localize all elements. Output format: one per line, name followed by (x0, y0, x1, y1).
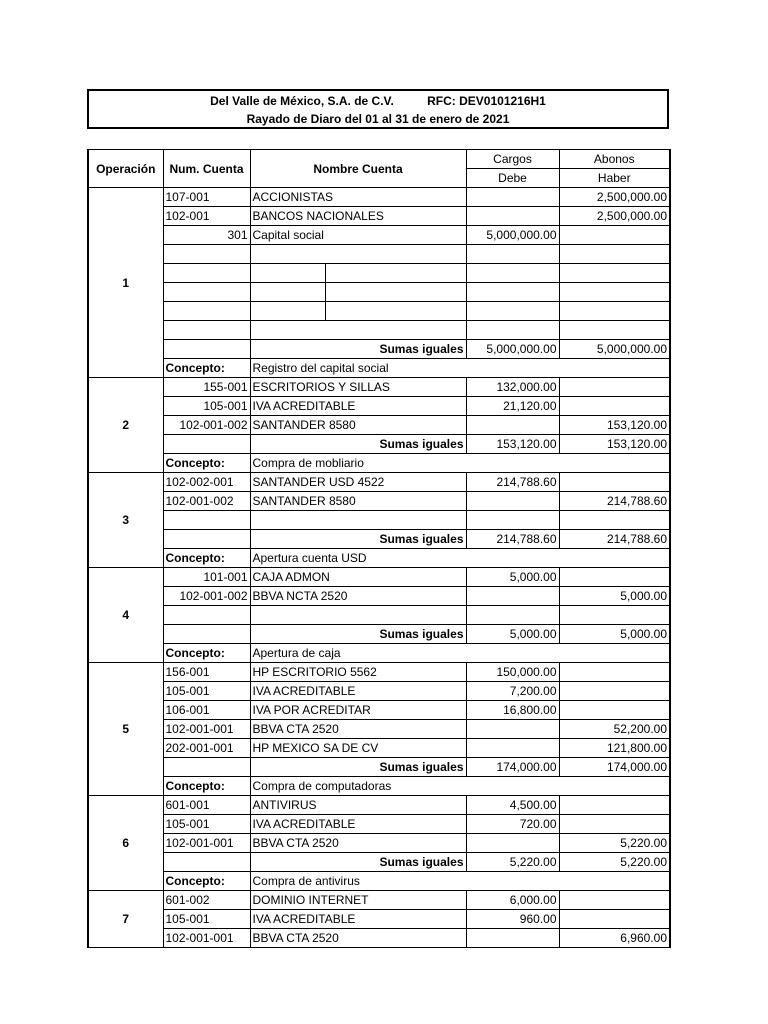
account-name: HP ESCRITORIO 5562 (250, 663, 466, 682)
blank-cell (325, 302, 466, 321)
sum-haber: 174,000.00 (559, 758, 670, 777)
sums-row (88, 625, 670, 644)
account-number: 106-001 (163, 701, 250, 720)
account-number: 155-001 (163, 378, 250, 397)
entry-row (88, 796, 670, 815)
account-name: ACCIONISTAS (250, 188, 466, 207)
account-number: 301 (163, 226, 250, 245)
sum-debe: 5,000,000.00 (466, 340, 559, 359)
col-nombre-cuenta: Nombre Cuenta (250, 150, 466, 188)
concepto-label: Concepto: (163, 359, 250, 378)
account-number: 156-001 (163, 663, 250, 682)
account-name: SANTANDER 8580 (250, 492, 466, 511)
haber-amount (559, 682, 670, 701)
blank-cell (163, 302, 250, 321)
concepto-text: Compra de mobliario (250, 454, 670, 473)
concepto-text: Apertura cuenta USD (250, 549, 670, 568)
entry-row (88, 207, 670, 226)
journal-body (88, 188, 670, 948)
concepto-row (88, 777, 670, 796)
blank-cell (466, 245, 559, 264)
debe-amount (466, 207, 559, 226)
blank-row (88, 511, 670, 530)
account-name: ANTIVIRUS (250, 796, 466, 815)
entry-row (88, 910, 670, 929)
blank-cell (250, 511, 466, 530)
document-header (87, 89, 669, 129)
account-name: SANTANDER USD 4522 (250, 473, 466, 492)
blank-cell (250, 245, 466, 264)
col-haber: Haber (559, 169, 670, 188)
blank-row (88, 264, 670, 283)
sums-label: Sumas iguales (250, 530, 466, 549)
account-name: IVA ACREDITABLE (250, 910, 466, 929)
account-number: 107-001 (163, 188, 250, 207)
debe-amount: 150,000.00 (466, 663, 559, 682)
account-number: 202-001-001 (163, 739, 250, 758)
operation-number: 1 (88, 188, 163, 378)
debe-amount (466, 188, 559, 207)
sum-debe: 174,000.00 (466, 758, 559, 777)
haber-amount (559, 910, 670, 929)
blank-cell (466, 283, 559, 302)
entry-row (88, 568, 670, 587)
blank-cell (163, 264, 250, 283)
account-number: 102-001-001 (163, 929, 250, 948)
haber-amount: 121,800.00 (559, 739, 670, 758)
debe-amount (466, 720, 559, 739)
account-name: BBVA CTA 2520 (250, 720, 466, 739)
account-name: IVA POR ACREDITAR (250, 701, 466, 720)
haber-amount: 5,000.00 (559, 587, 670, 606)
sums-label: Sumas iguales (250, 758, 466, 777)
account-number: 102-001-002 (163, 587, 250, 606)
blank-cell (163, 340, 250, 359)
haber-amount (559, 378, 670, 397)
account-name: DOMINIO INTERNET (250, 891, 466, 910)
blank-row (88, 283, 670, 302)
sums-row (88, 530, 670, 549)
entry-row (88, 378, 670, 397)
concepto-row (88, 644, 670, 663)
blank-cell (559, 321, 670, 340)
blank-cell (466, 264, 559, 283)
col-num-cuenta: Num. Cuenta (163, 150, 250, 188)
haber-amount: 52,200.00 (559, 720, 670, 739)
sums-row (88, 340, 670, 359)
account-name: BANCOS NACIONALES (250, 207, 466, 226)
blank-row (88, 302, 670, 321)
haber-amount (559, 568, 670, 587)
entry-row (88, 815, 670, 834)
account-name: Capital social (250, 226, 466, 245)
haber-amount: 2,500,000.00 (559, 188, 670, 207)
entry-row (88, 587, 670, 606)
haber-amount (559, 701, 670, 720)
col-operacion: Operación (88, 150, 163, 188)
blank-cell (325, 264, 466, 283)
header-row-1 (88, 150, 670, 169)
concepto-label: Concepto: (163, 454, 250, 473)
sums-label: Sumas iguales (250, 340, 466, 359)
debe-amount: 6,000.00 (466, 891, 559, 910)
sum-debe: 214,788.60 (466, 530, 559, 549)
concepto-text: Registro del capital social (250, 359, 670, 378)
haber-amount: 214,788.60 (559, 492, 670, 511)
concepto-text: Compra de computadoras (250, 777, 670, 796)
sums-label: Sumas iguales (250, 435, 466, 454)
account-name: CAJA ADMON (250, 568, 466, 587)
account-number: 105-001 (163, 910, 250, 929)
blank-cell (466, 302, 559, 321)
journal-title: Rayado de Diaro del 01 al 31 de enero de 2021 (246, 112, 510, 126)
entry-row (88, 891, 670, 910)
blank-cell (250, 283, 325, 302)
blank-cell (163, 758, 250, 777)
entry-row (88, 226, 670, 245)
concepto-label: Concepto: (163, 777, 250, 796)
entry-row (88, 473, 670, 492)
journal-table (87, 149, 671, 948)
account-name: ESCRITORIOS Y SILLAS (250, 378, 466, 397)
entry-row (88, 720, 670, 739)
blank-cell (163, 435, 250, 454)
sum-haber: 5,000.00 (559, 625, 670, 644)
sums-row (88, 758, 670, 777)
blank-cell (250, 264, 325, 283)
debe-amount (466, 834, 559, 853)
sum-debe: 153,120.00 (466, 435, 559, 454)
blank-cell (559, 283, 670, 302)
account-number: 102-001-001 (163, 834, 250, 853)
blank-cell (250, 606, 466, 625)
debe-amount: 5,000.00 (466, 568, 559, 587)
account-name: BBVA NCTA 2520 (250, 587, 466, 606)
blank-cell (163, 321, 250, 340)
sum-haber: 5,000,000.00 (559, 340, 670, 359)
sum-haber: 214,788.60 (559, 530, 670, 549)
blank-cell (163, 245, 250, 264)
concepto-label: Concepto: (163, 549, 250, 568)
debe-amount (466, 416, 559, 435)
sums-label: Sumas iguales (250, 853, 466, 872)
entry-row (88, 188, 670, 207)
account-number: 102-001-001 (163, 720, 250, 739)
blank-cell (163, 530, 250, 549)
blank-cell (250, 321, 466, 340)
account-number: 102-001-002 (163, 416, 250, 435)
debe-amount (466, 739, 559, 758)
blank-cell (163, 511, 250, 530)
debe-amount (466, 929, 559, 948)
haber-amount (559, 891, 670, 910)
entry-row (88, 739, 670, 758)
blank-cell (559, 264, 670, 283)
blank-cell (559, 302, 670, 321)
entry-row (88, 834, 670, 853)
blank-cell (163, 853, 250, 872)
concepto-row (88, 359, 670, 378)
operation-number: 4 (88, 568, 163, 663)
account-name: IVA ACREDITABLE (250, 397, 466, 416)
debe-amount: 21,120.00 (466, 397, 559, 416)
concepto-text: Compra de antivirus (250, 872, 670, 891)
concepto-row (88, 454, 670, 473)
haber-amount (559, 473, 670, 492)
account-number: 102-002-001 (163, 473, 250, 492)
concepto-text: Apertura de caja (250, 644, 670, 663)
account-name: HP MEXICO SA DE CV (250, 739, 466, 758)
debe-amount (466, 587, 559, 606)
sum-haber: 5,220.00 (559, 853, 670, 872)
account-name: BBVA CTA 2520 (250, 929, 466, 948)
haber-amount: 153,120.00 (559, 416, 670, 435)
account-name: IVA ACREDITABLE (250, 815, 466, 834)
concepto-row (88, 872, 670, 891)
account-number: 105-001 (163, 682, 250, 701)
concepto-label: Concepto: (163, 872, 250, 891)
account-number: 101-001 (163, 568, 250, 587)
haber-amount: 6,960.00 (559, 929, 670, 948)
header-line-1 (89, 92, 667, 111)
col-cargos: Cargos (466, 150, 559, 169)
sums-row (88, 853, 670, 872)
operation-number: 5 (88, 663, 163, 796)
debe-amount: 7,200.00 (466, 682, 559, 701)
operation-number: 3 (88, 473, 163, 568)
blank-cell (163, 283, 250, 302)
haber-amount (559, 397, 670, 416)
blank-cell (559, 606, 670, 625)
haber-amount (559, 796, 670, 815)
blank-cell (325, 283, 466, 302)
operation-number: 2 (88, 378, 163, 473)
operation-number: 6 (88, 796, 163, 891)
blank-cell (163, 625, 250, 644)
account-number: 102-001-002 (163, 492, 250, 511)
debe-amount: 132,000.00 (466, 378, 559, 397)
entry-row (88, 929, 670, 948)
entry-row (88, 682, 670, 701)
concepto-label: Concepto: (163, 644, 250, 663)
sum-haber: 153,120.00 (559, 435, 670, 454)
company-name: Del Valle de México, S.A. de C.V. (210, 94, 394, 108)
haber-amount: 2,500,000.00 (559, 207, 670, 226)
debe-amount: 16,800.00 (466, 701, 559, 720)
blank-cell (466, 321, 559, 340)
entry-row (88, 701, 670, 720)
sums-row (88, 435, 670, 454)
haber-amount (559, 663, 670, 682)
operation-number: 7 (88, 891, 163, 948)
debe-amount: 5,000,000.00 (466, 226, 559, 245)
blank-cell (559, 245, 670, 264)
blank-cell (466, 606, 559, 625)
haber-amount: 5,220.00 (559, 834, 670, 853)
sums-label: Sumas iguales (250, 625, 466, 644)
account-number: 105-001 (163, 815, 250, 834)
account-name: IVA ACREDITABLE (250, 682, 466, 701)
account-name: SANTANDER 8580 (250, 416, 466, 435)
blank-cell (250, 302, 325, 321)
entry-row (88, 663, 670, 682)
entry-row (88, 416, 670, 435)
concepto-row (88, 549, 670, 568)
entry-row (88, 492, 670, 511)
debe-amount: 720.00 (466, 815, 559, 834)
account-number: 105-001 (163, 397, 250, 416)
account-number: 601-002 (163, 891, 250, 910)
blank-row (88, 321, 670, 340)
blank-cell (163, 606, 250, 625)
account-number: 601-001 (163, 796, 250, 815)
account-number: 102-001 (163, 207, 250, 226)
debe-amount: 960.00 (466, 910, 559, 929)
account-name: BBVA CTA 2520 (250, 834, 466, 853)
entry-row (88, 397, 670, 416)
blank-row (88, 606, 670, 625)
blank-row (88, 245, 670, 264)
rfc: RFC: DEV0101216H1 (427, 94, 546, 108)
sum-debe: 5,220.00 (466, 853, 559, 872)
debe-amount: 4,500.00 (466, 796, 559, 815)
sum-debe: 5,000.00 (466, 625, 559, 644)
col-abonos: Abonos (559, 150, 670, 169)
blank-cell (559, 511, 670, 530)
debe-amount: 214,788.60 (466, 473, 559, 492)
haber-amount (559, 226, 670, 245)
debe-amount (466, 492, 559, 511)
haber-amount (559, 815, 670, 834)
blank-cell (466, 511, 559, 530)
col-debe: Debe (466, 169, 559, 188)
